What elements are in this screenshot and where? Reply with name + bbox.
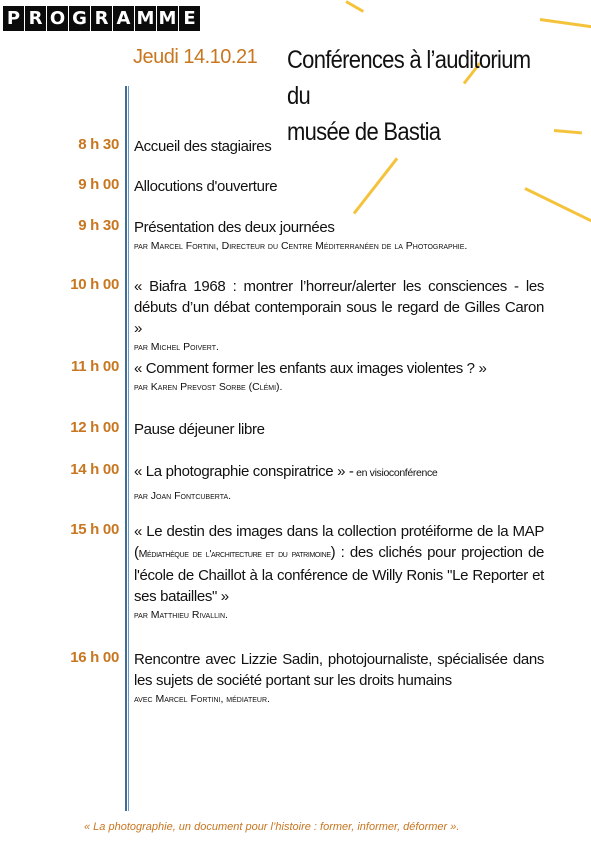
- timeline-rule: [125, 86, 127, 811]
- item-note: en visioconférence: [353, 467, 438, 479]
- item-title: Rencontre avec Lizzie Sadin, photojournaliste, spécialisée dans les sujets de société portant sur les droits humains: [134, 651, 544, 689]
- timeline-rule: [128, 86, 129, 811]
- time-label: 14 h 00: [70, 461, 119, 478]
- title-line: musée de Bastia: [287, 118, 441, 146]
- item-title: « Comment former les enfants aux images violentes ? »: [134, 360, 487, 377]
- item-speaker: par Joan Fontcuberta.: [134, 490, 232, 502]
- footer-quote: « La photographie, un document pour l’histoire : former, informer, déformer ».: [84, 821, 460, 833]
- banner-letter: P: [3, 6, 24, 31]
- item-title-part: ) : des clichés pour projection de l'école de Chaillot à la conférence de Willy Ronis "Le Reporter et ses batailles" »: [134, 544, 544, 605]
- event-date: Jeudi 14.10.21: [133, 46, 258, 68]
- ray: [540, 18, 591, 29]
- page-title: [287, 42, 551, 150]
- time-label: 11 h 00: [71, 358, 119, 375]
- item-title-part: Médiathèque de l'architecture et du patrimoine: [138, 548, 331, 560]
- programme-banner: [3, 6, 201, 31]
- time-label: 8 h 30: [78, 136, 119, 153]
- item-speaker: par Marcel Fortini, Directeur du Centre Méditerranéen de la Photographie.: [134, 240, 468, 252]
- banner-letter: R: [91, 6, 112, 31]
- time-label: 10 h 00: [70, 276, 119, 293]
- banner-letter: M: [136, 8, 155, 29]
- banner-letter: R: [25, 6, 46, 31]
- item-speaker: par Michel Poivert.: [134, 341, 219, 353]
- item-speaker: par Matthieu Rivallin.: [134, 609, 228, 621]
- time-label: 9 h 00: [78, 176, 119, 193]
- item-title: « Biafra 1968 : montrer l’horreur/alerter les consciences - les débuts d’un débat contemporain sous le regard de Gilles Caron »: [134, 278, 544, 337]
- banner-letter: A: [113, 6, 134, 31]
- item-title: Pause déjeuner libre: [134, 421, 265, 438]
- item-title-text: « La photographie conspiratrice » -: [134, 463, 354, 480]
- item-title: Présentation des deux journées: [134, 219, 335, 236]
- banner-letter: O: [47, 6, 68, 31]
- time-label: 15 h 00: [70, 521, 119, 538]
- item-title-part: « Le destin des images dans la collection protéiforme de la MAP (: [134, 523, 544, 561]
- banner-letter: G: [69, 6, 90, 31]
- item-title: [134, 521, 544, 607]
- ray: [345, 0, 364, 13]
- time-label: 12 h 00: [70, 419, 119, 436]
- banner-letter: E: [179, 6, 200, 31]
- item-title: Allocutions d'ouverture: [134, 178, 278, 195]
- item-speaker: par Karen Prevost Sorbe (Clémi).: [134, 381, 283, 393]
- item-title: Accueil des stagiaires: [134, 138, 272, 155]
- time-label: 9 h 30: [78, 217, 119, 234]
- time-label: 16 h 00: [70, 649, 119, 666]
- title-line: Conférences à l’auditorium du: [287, 46, 531, 110]
- banner-letter: M: [158, 8, 177, 29]
- ray: [554, 129, 582, 134]
- item-speaker: avec Marcel Fortini, médiateur.: [134, 693, 270, 705]
- item-title: [134, 461, 544, 484]
